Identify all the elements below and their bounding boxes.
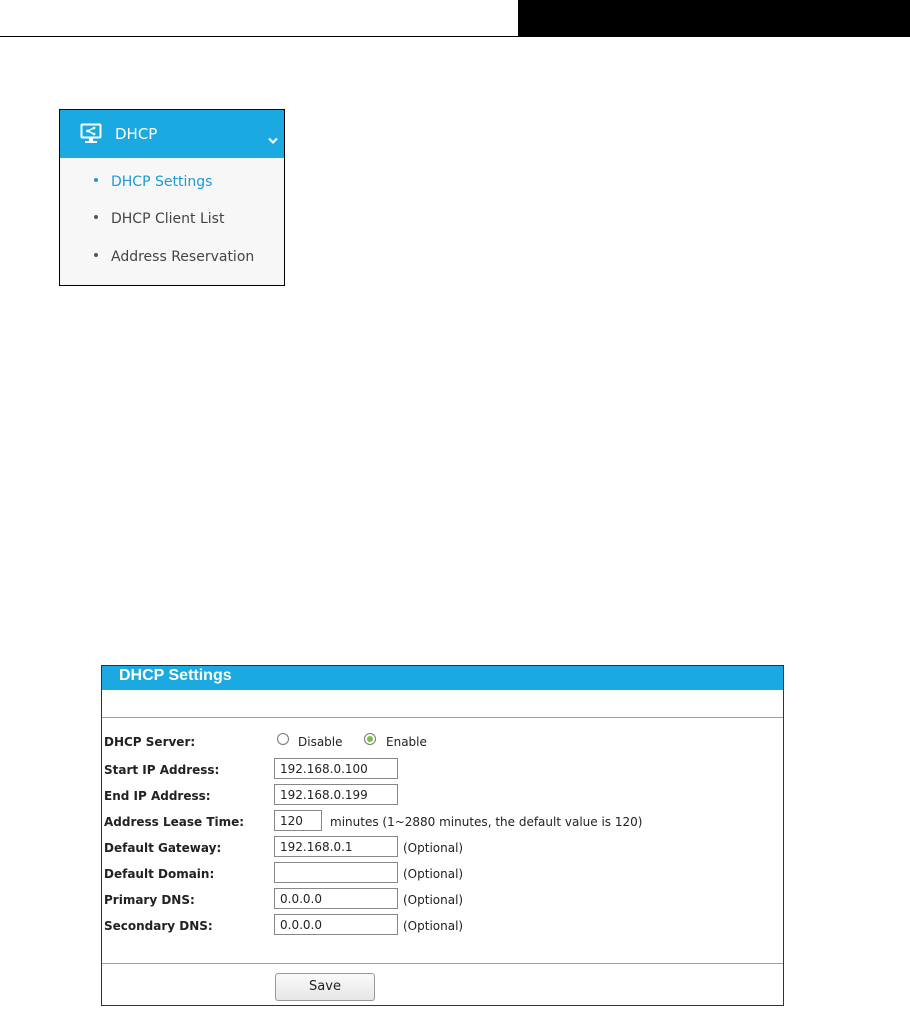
divider: [102, 717, 783, 718]
gateway-note: (Optional): [403, 841, 464, 855]
domain-row: [102, 862, 783, 888]
end-ip-label: End IP Address:: [104, 789, 211, 803]
lease-time-row: [102, 810, 783, 836]
secondary-dns-note: (Optional): [403, 919, 464, 933]
gateway-label: Default Gateway:: [104, 841, 222, 855]
start-ip-label: Start IP Address:: [104, 763, 220, 777]
disable-radio-label: Disable: [298, 735, 343, 749]
domain-note: (Optional): [403, 867, 464, 881]
dhcp-menu-header[interactable]: [60, 110, 284, 158]
start-ip-row: [102, 758, 783, 784]
secondary-dns-label: Secondary DNS:: [104, 919, 213, 933]
menu-item-label: Address Reservation: [111, 249, 255, 265]
menu-item-dhcp-client-list[interactable]: [94, 211, 224, 227]
monitor-share-icon: [80, 123, 102, 148]
save-button[interactable]: Save: [275, 973, 375, 1001]
dhcp-settings-panel: [101, 665, 784, 1006]
bullet-icon: [94, 253, 98, 257]
start-ip-input[interactable]: 192.168.0.100: [274, 758, 398, 779]
lease-time-note: minutes (1~2880 minutes, the default value is 120): [330, 815, 643, 829]
menu-item-dhcp-settings[interactable]: [94, 174, 212, 190]
chevron-down-icon[interactable]: [268, 130, 278, 149]
end-ip-input[interactable]: 192.168.0.199: [274, 784, 398, 805]
secondary-dns-row: [102, 914, 783, 940]
lease-time-input[interactable]: 120: [274, 810, 322, 831]
domain-label: Default Domain:: [104, 867, 215, 881]
dhcp-server-row: [102, 730, 783, 756]
menu-item-label: DHCP Client List: [111, 211, 225, 227]
lease-time-label: Address Lease Time:: [104, 815, 245, 829]
enable-radio-label: Enable: [386, 735, 427, 749]
menu-title: DHCP: [115, 125, 158, 143]
gateway-input[interactable]: 192.168.0.1: [274, 836, 398, 857]
domain-input[interactable]: [274, 862, 398, 883]
end-ip-row: [102, 784, 783, 810]
disable-radio[interactable]: [277, 733, 289, 745]
header-divider: [0, 36, 518, 37]
menu-item-address-reservation[interactable]: [94, 249, 254, 265]
bullet-icon: [94, 215, 98, 219]
divider: [102, 963, 783, 964]
header-black-bar: [518, 0, 910, 37]
secondary-dns-input[interactable]: 0.0.0.0: [274, 914, 398, 935]
menu-item-label: DHCP Settings: [111, 174, 213, 190]
dhcp-menu: [59, 109, 285, 286]
primary-dns-row: [102, 888, 783, 914]
primary-dns-input[interactable]: 0.0.0.0: [274, 888, 398, 909]
panel-header: [102, 666, 783, 690]
gateway-row: [102, 836, 783, 862]
primary-dns-note: (Optional): [403, 893, 464, 907]
primary-dns-label: Primary DNS:: [104, 893, 195, 907]
panel-title: DHCP Settings: [119, 667, 232, 684]
dhcp-server-label: DHCP Server:: [104, 735, 196, 749]
bullet-icon: [94, 178, 98, 182]
enable-radio[interactable]: [364, 733, 376, 745]
